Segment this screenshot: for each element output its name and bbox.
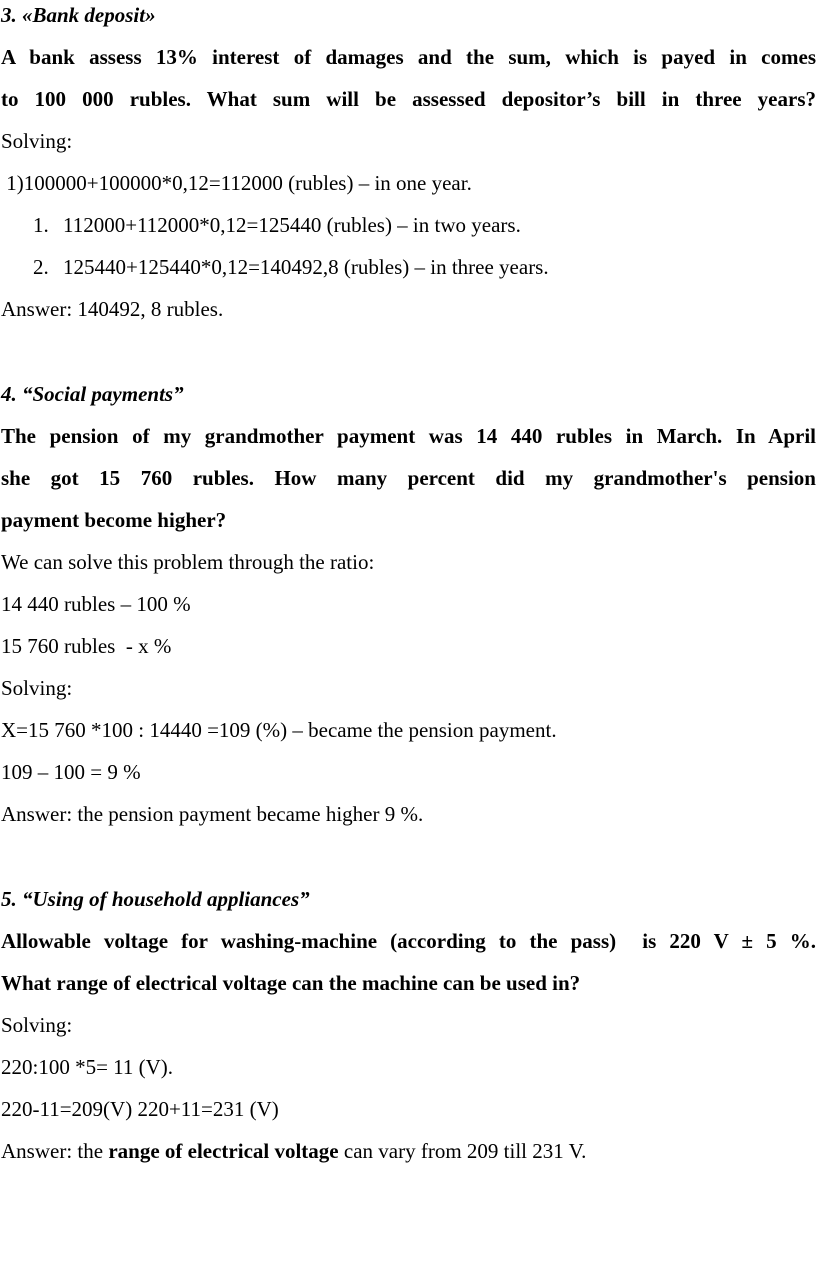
task5-solving-label: Solving: <box>1 1013 73 1037</box>
task5-answer-prefix: Answer: the <box>1 1139 109 1163</box>
task3-step2 <box>33 210 816 240</box>
task3-step3 <box>33 252 816 282</box>
task4-ratio2: 15 760 rubles - x % <box>1 634 172 658</box>
task4-calc2: 109 – 100 = 9 % <box>1 760 141 784</box>
task3-step2-number: 1. <box>33 213 49 237</box>
task5-answer <box>1 1136 816 1166</box>
task4-intro: We can solve this problem through the ratio: <box>1 550 375 574</box>
task3-step2-text: 112000+112000*0,12=125440 (rubles) – in two years. <box>63 213 521 237</box>
task5-title: 5. “Using of household appliances” <box>1 887 310 911</box>
task3-solving-label: Solving: <box>1 129 73 153</box>
task3-title: 3. «Bank deposit» <box>1 3 156 27</box>
task5-question-line2: What range of electrical voltage can the machine can be used in? <box>1 971 581 995</box>
task4-title: 4. “Social payments” <box>1 382 184 406</box>
task3-question-line1: A bank assess 13% interest of damages and the sum, which is payed in comes <box>1 45 816 69</box>
task3-question-line2: to 100 000 rubles. What sum will be assessed depositor’s bill in three years? <box>1 87 816 111</box>
task3-step1: 1)100000+100000*0,12=112000 (rubles) – in one year. <box>1 171 472 195</box>
task5-question-line1: Allowable voltage for washing-machine (according to the pass) is 220 V ± 5 %. <box>1 929 816 953</box>
task4-ratio1: 14 440 rubles – 100 % <box>1 592 191 616</box>
task3-answer: Answer: 140492, 8 rubles. <box>1 297 224 321</box>
task4-calc1: X=15 760 *100 : 14440 =109 (%) – became the pension payment. <box>1 718 557 742</box>
task5-answer-bold: range of electrical voltage <box>108 1139 339 1163</box>
task3-step3-text: 125440+125440*0,12=140492,8 (rubles) – in three years. <box>63 255 549 279</box>
task4-question-line2: she got 15 760 rubles. How many percent did my grandmother's pension <box>1 466 816 490</box>
task3-step3-number: 2. <box>33 255 49 279</box>
task4-question-line1: The pension of my grandmother payment was 14 440 rubles in March. In April <box>1 424 816 448</box>
task5-calc1: 220:100 *5= 11 (V). <box>1 1055 174 1079</box>
task5-answer-suffix: can vary from 209 till 231 V. <box>338 1139 587 1163</box>
task4-answer: Answer: the pension payment became higher 9 %. <box>1 802 424 826</box>
task4-solving-label: Solving: <box>1 676 73 700</box>
task4-question-line3: payment become higher? <box>1 508 227 532</box>
task5-calc2: 220-11=209(V) 220+11=231 (V) <box>1 1097 279 1121</box>
